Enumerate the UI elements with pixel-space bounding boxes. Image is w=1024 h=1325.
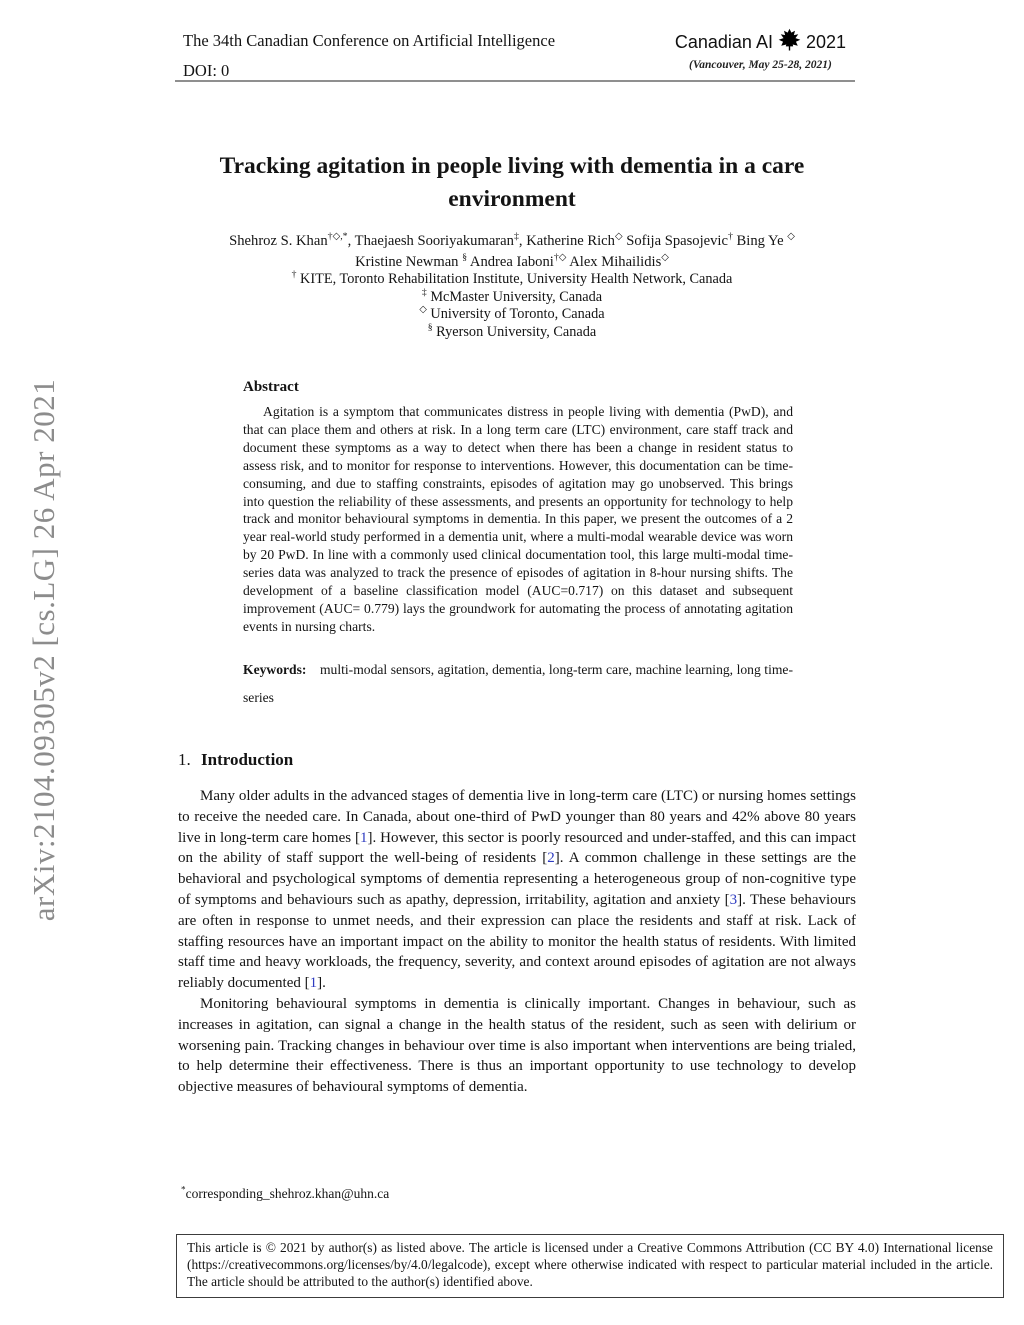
license-text: This article is © 2021 by author(s) as listed above. The article is licensed under a Creative Commons Attribution (CC BY 4.0) International license (https://creativecommons.org/licenses/by/4.0/legalcode), except where otherwise indicated with respect to particular material included in the article. The article should be attributed to the author(s) identified above.	[187, 1240, 993, 1289]
superscript-marker: †◇	[553, 251, 567, 263]
superscript-marker: *	[181, 1184, 186, 1195]
abstract-text: Agitation is a symptom that communicates distress in people living with dementia (PwD), and that can place them and others at risk. In a long term care (LTC) environment, care staff track and document these symptoms as a way to detect when there has been a change in resident status to assess risk, and to monitor for response to interventions. However, this documentation can be time-consuming, and due to staffing constraints, episodes of agitation may go unobserved. This brings into question the reliability of these assessments, and presents an opportunity for technology to help track and monitor behavioural symptoms in dementia. In this paper, we present the outcomes of a 2 year real-world study performed in a dementia unit, where a multi-modal wearable device was worn by 20 PwD. In line with a commonly used clinical documentation tool, this large multi-modal time-series data was analyzed to track the presence of episodes of agitation in 8-hour nursing shifts. The development of a baseline classification model (AUC=0.717) on this dataset and subsequent improvement (AUC= 0.779) lays the groundwork for automating the process of annotating agitation events in nursing charts.	[243, 404, 793, 634]
maple-leaf-icon	[778, 28, 801, 56]
keywords-block	[243, 656, 793, 712]
intro-paragraph-2: Monitoring behavioural symptoms in dementia is clinically important. Changes in behaviour, such as increases in agitation, can signal a change in the health status of the resident, such as seen with delirium or worsening pain. Tracking changes in behaviour over time is also important when interventions are being trialed, to help determine their effectiveness. There is thus an important opportunity to use technology to develop objective measures of behavioural symptoms of dementia.	[178, 995, 856, 1096]
author-list	[152, 231, 872, 272]
superscript-marker: ◇	[661, 251, 669, 263]
citation-link[interactable]: 1	[309, 975, 318, 992]
logo-venue: (Vancouver, May 25-28, 2021)	[689, 59, 832, 71]
section-heading-introduction	[178, 750, 293, 770]
introduction-body	[178, 786, 856, 1098]
affiliation-line: § Ryerson University, Canada	[427, 322, 597, 340]
superscript-marker: ‡	[421, 286, 427, 298]
superscript-marker: §	[462, 251, 468, 263]
superscript-marker: †	[291, 269, 297, 281]
superscript-marker: ◇	[614, 231, 623, 243]
logo-name: Canadian AI	[674, 31, 773, 52]
abstract-section	[243, 379, 793, 636]
paper-title	[172, 150, 852, 216]
citation-link[interactable]: 2	[547, 850, 555, 867]
superscript-marker: §	[427, 322, 433, 334]
doi-line: DOI: 0	[183, 61, 230, 80]
abstract-heading: Abstract	[243, 379, 299, 395]
section-number: 1.	[178, 750, 191, 769]
section-title: Introduction	[201, 750, 294, 769]
paper-title-line2: environment	[448, 186, 576, 212]
author-line-1: Shehroz S. Khan†◇,*, Thaejaesh Sooriyakumaran‡, Katherine Rich◇ Sofija Spasojevic† Bing Ye ◇	[229, 231, 795, 249]
logo-year: 2021	[805, 31, 846, 52]
affiliation-line: ‡ McMaster University, Canada	[421, 286, 603, 305]
keywords-text: multi-modal sensors, agitation, dementia, long-term care, machine learning, long time-series	[243, 662, 793, 705]
paper-title-line1: Tracking agitation in people living with dementia in a care	[219, 153, 805, 179]
superscript-marker: †◇,*	[327, 231, 348, 243]
conference-logo	[675, 28, 846, 71]
superscript-marker: ◇	[787, 231, 795, 243]
conference-name: The 34th Canadian Conference on Artificial Intelligence	[183, 31, 556, 50]
arxiv-watermark: arXiv:2104.09305v2 [cs.LG] 26 Apr 2021	[26, 378, 61, 922]
intro-paragraph-1: Many older adults in the advanced stages of dementia live in long-term care (LTC) or nursing homes settings to receive the needed care. In Canada, about one-third of PwD younger than 80 years and 42% above 80 years live in long-term care homes [1]. However, this sector is poorly resourced and under-staffed, and this can impact on the ability of staff support the well-being of residents [2]. A common challenge in these settings are the behavioral and psychological symptoms of dementia representing a heterogeneous group of non-cognitive type of symptoms and behaviours such as apathy, depression, irritability, agitation and anxiety [3]. These behaviours are often in response to unmet needs, and their expression can place the residents and staff at risk. Lack of staffing resources have an important impact on the ability to monitor the health status of residents. With limited staff time and heavy workloads, the frequency, severity, and context around episodes of agitation are not always reliably documented [1].	[178, 788, 857, 992]
author-line-2: Kristine Newman § Andrea Iaboni†◇ Alex Mihailidis◇	[355, 251, 669, 270]
corresponding-author-footnote: *corresponding_shehroz.khan@uhn.ca	[181, 1184, 390, 1201]
superscript-marker: ◇	[419, 304, 427, 316]
license-box	[176, 1234, 1004, 1298]
citation-link[interactable]: 3	[729, 891, 738, 908]
logo-line	[675, 28, 846, 56]
superscript-marker: †	[727, 231, 733, 243]
superscript-marker: ‡	[513, 231, 519, 243]
citation-link[interactable]: 1	[360, 829, 368, 846]
affiliation-list	[152, 271, 872, 341]
keywords-label: Keywords:	[243, 662, 307, 677]
header-left	[183, 26, 555, 86]
affiliation-line: † KITE, Toronto Rehabilitation Institute, University Health Network, Canada	[291, 269, 733, 287]
affiliation-line: ◇ University of Toronto, Canada	[419, 304, 605, 323]
header-rule	[175, 80, 855, 82]
